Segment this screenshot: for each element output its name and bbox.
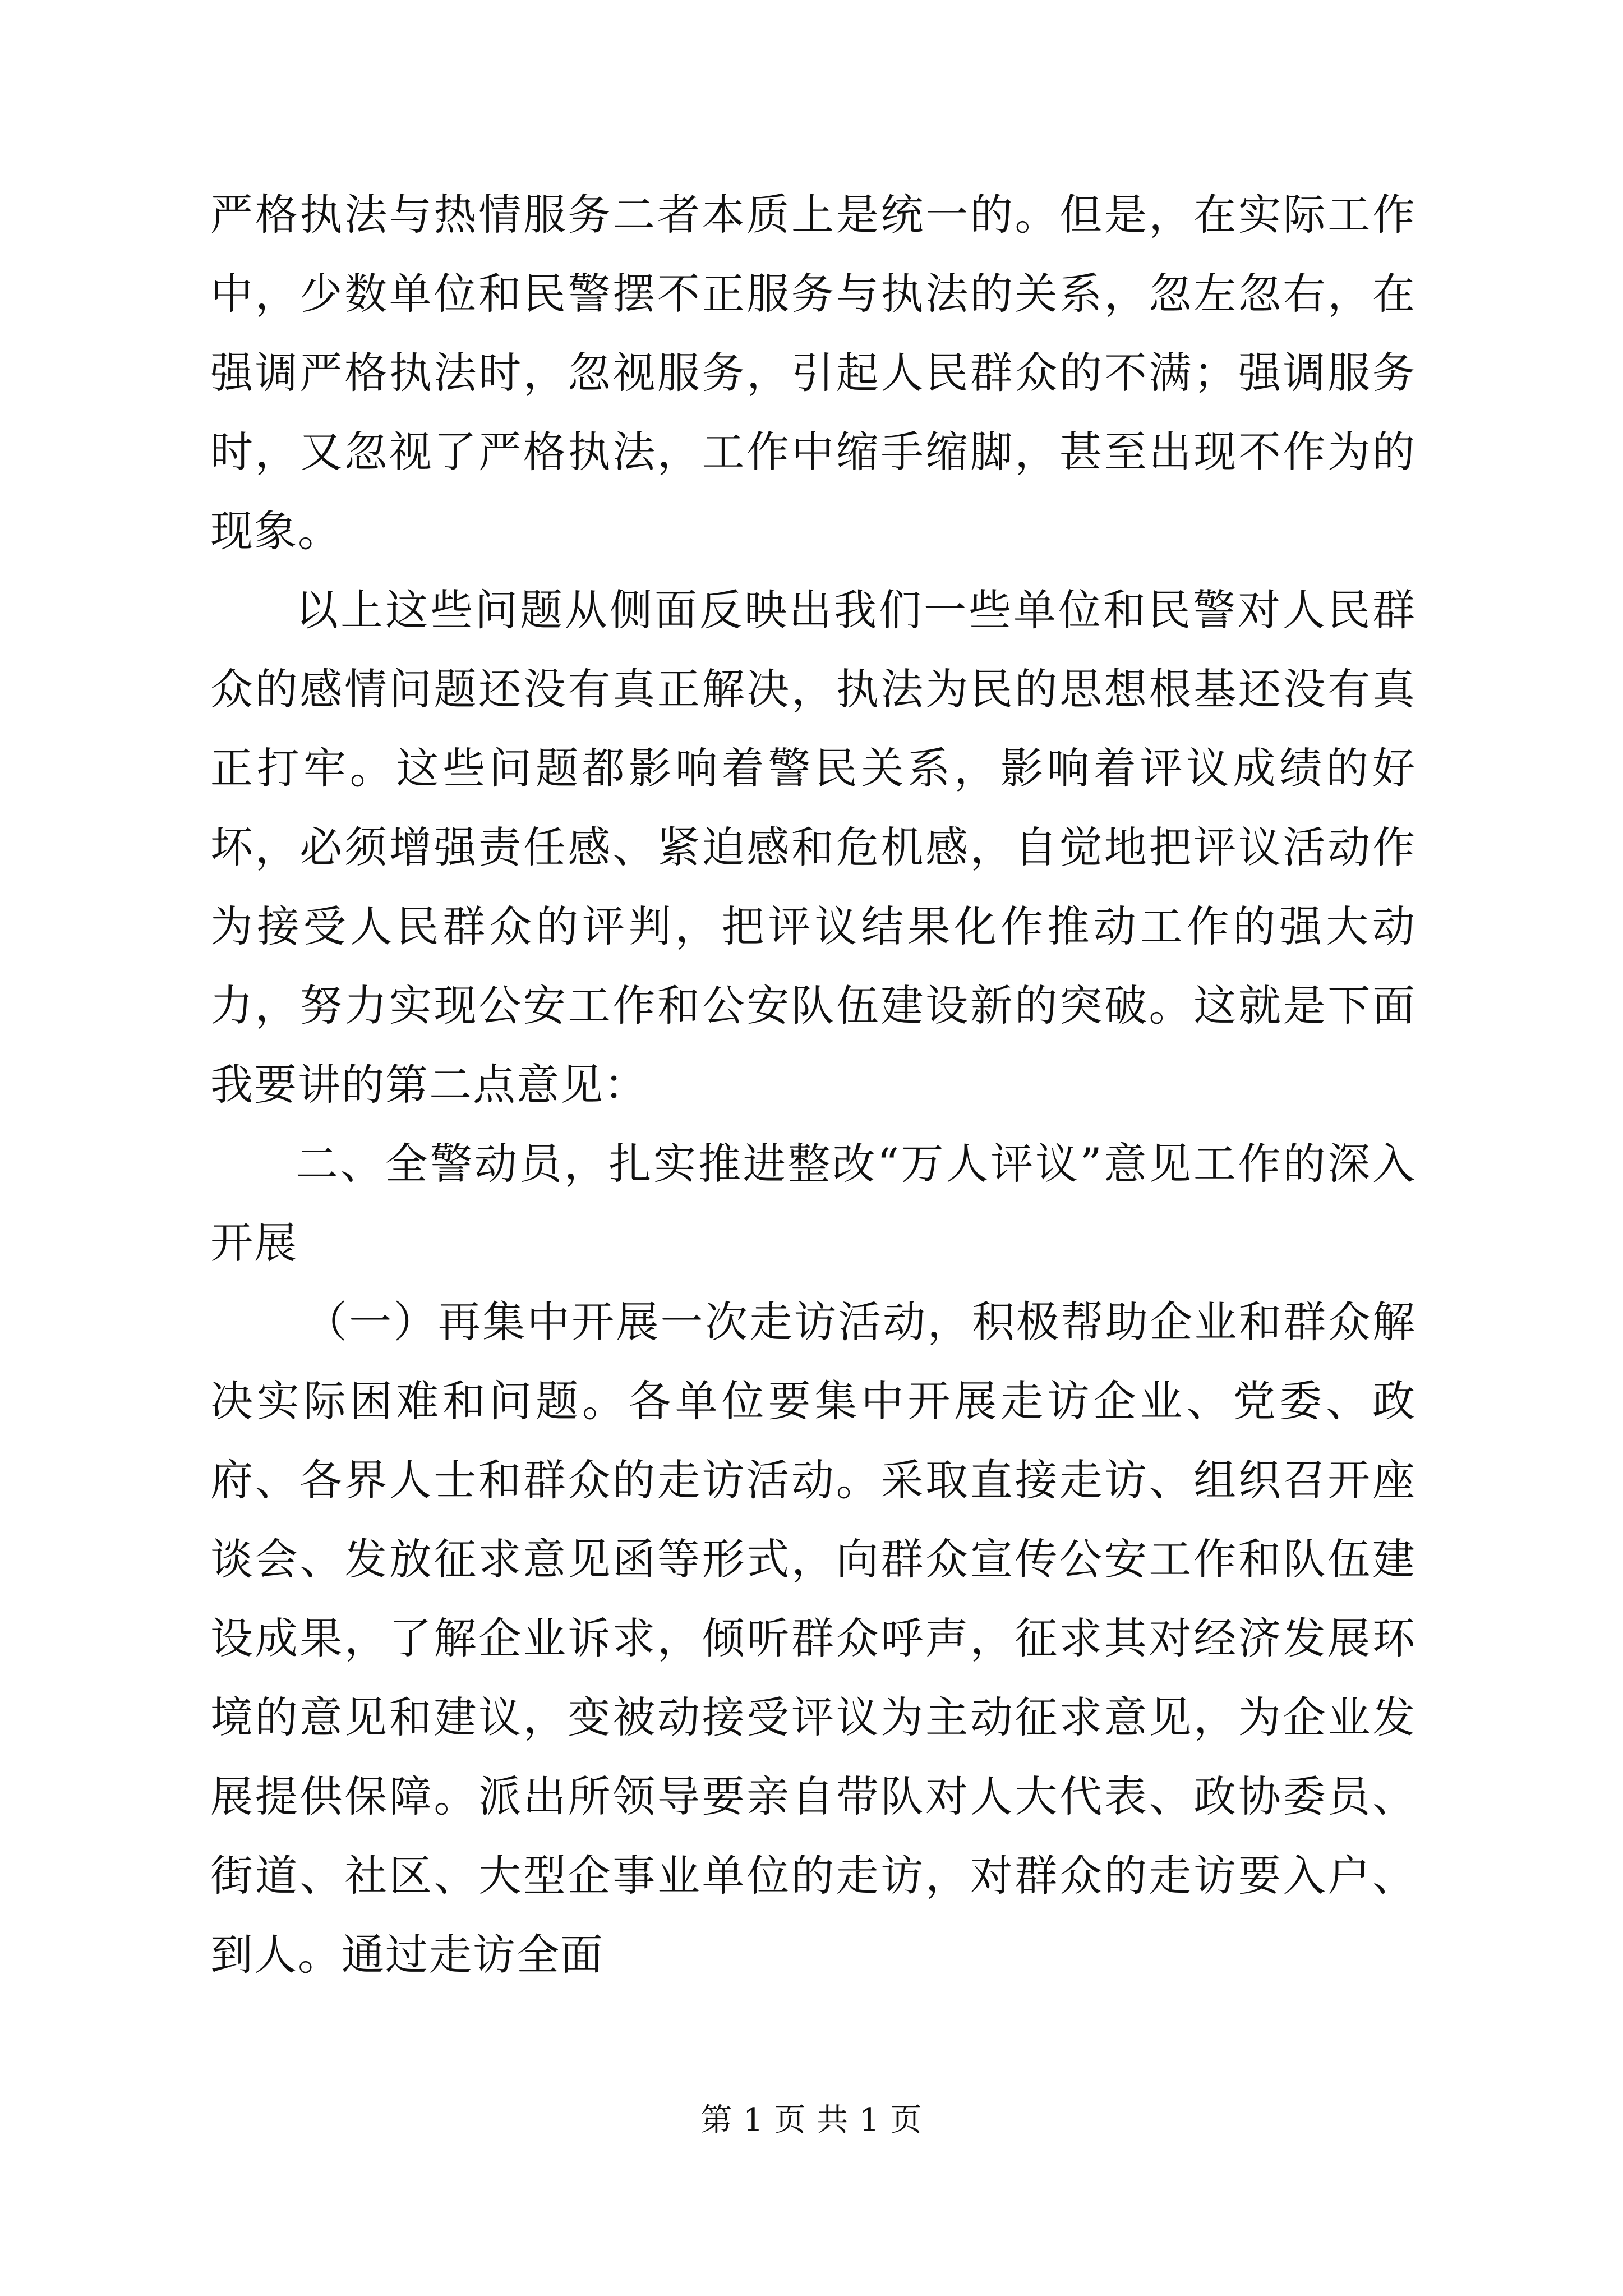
paragraph-continuation: 严格执法与热情服务二者本质上是统一的。但是，在实际工作中，少数单位和民警摆不正服务与执法的关系，忽左忽右，在强调严格执法时，忽视服务，引起人民群众的不满；强调服务时，又忽视了严格执法，工作中缩手缩脚，甚至出现不作为的现象。 — [210, 190, 1416, 556]
page-number-footer: 第 1 页 共 1 页 — [700, 2102, 923, 2138]
document-body — [210, 175, 1416, 1994]
paragraph-problems-summary: 以上这些问题从侧面反映出我们一些单位和民警对人民群众的感情问题还没有真正解决，执法为民的思想根基还没有真正打牢。这些问题都影响着警民关系，影响着评议成绩的好坏，必须增强责任感、紧迫感和危机感，自觉地把评议活动作为接受人民群众的评判，把评议结果化作推动工作的强大动力，努力实现公安工作和公安队伍建设新的突破。这就是下面我要讲的第二点意见： — [210, 585, 1416, 1110]
paragraph-item-one: （一）再集中开展一次走访活动，积极帮助企业和群众解决实际困难和问题。各单位要集中开展走访企业、党委、政府、各界人士和群众的走访活动。采取直接走访、组织召开座谈会、发放征求意见函等形式，向群众宣传公安工作和队伍建设成果，了解企业诉求，倾听群众呼声，征求其对经济发展环境的意见和建议，变被动接受评议为主动征求意见，为企业发展提供保障。派出所领导要亲自带队对人大代表、政协委员、街道、社区、大型企事业单位的走访，对群众的走访要入户、到人。通过走访全面 — [210, 1297, 1416, 1980]
section-heading-two: 二、全警动员，扎实推进整改“万人评议”意见工作的深入开展 — [210, 1139, 1416, 1268]
